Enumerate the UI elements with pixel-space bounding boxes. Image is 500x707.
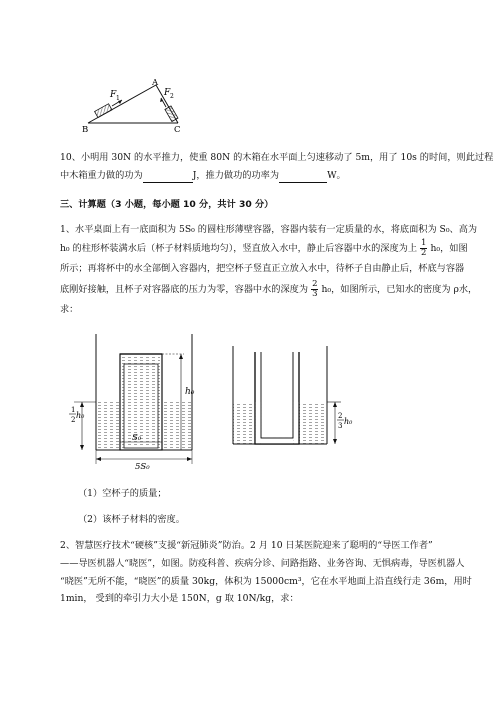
frac-num: 1 bbox=[421, 238, 427, 248]
q1-line4-a: 底刚好接触，且杯子对容器底的压力为零，容器中水的深度为 bbox=[60, 284, 309, 295]
label-A: A bbox=[152, 78, 159, 88]
left-half-den: 2 bbox=[71, 416, 76, 424]
q10-blank-2[interactable] bbox=[279, 169, 327, 183]
left-S0-label: S₀ bbox=[132, 433, 142, 443]
section3-title: 三、计算题（3 小题，每小题 10 分，共计 30 分） bbox=[60, 199, 274, 210]
frac-den: 3 bbox=[312, 289, 318, 299]
fraction-one-half bbox=[420, 239, 427, 258]
q1-line4 bbox=[60, 280, 477, 299]
figure-left-container bbox=[62, 326, 212, 471]
right-h0-label: h₀ bbox=[344, 417, 353, 426]
left-half-h0: h₀ bbox=[76, 411, 85, 420]
q1-sub1: （1）空杯子的质量； bbox=[78, 488, 167, 499]
q10-text-b: J，推力做功的功率为 bbox=[192, 170, 280, 181]
q10-line1: 10、小明用 30N 的水平推力，使重 80N 的木箱在水平面上匀速移动了 5m，用了 10s 的时间，则此过程 bbox=[60, 152, 494, 163]
right-frac-den: 3 bbox=[338, 422, 343, 430]
q2-line3: “晓医”无所不能，“晓医”的质量 30kg，体积为 15000cm³，它在水平地面上沿直线行走 36m，用时 bbox=[60, 576, 472, 587]
q10-blank-1[interactable] bbox=[143, 169, 193, 183]
right-frac-num: 2 bbox=[338, 412, 343, 420]
left-half-num: 1 bbox=[71, 406, 76, 414]
left-block bbox=[95, 104, 112, 118]
q2-line1: 2、智慧医疗技术“硬核”支援“新冠肺炎”防治。2 月 10 日某医院迎来了聪明的“导医工作者” bbox=[60, 540, 433, 551]
label-F2: F bbox=[164, 88, 171, 98]
q1-line5: 求： bbox=[60, 304, 79, 315]
label-F1-sub: 1 bbox=[116, 95, 120, 102]
label-F2-sub: 2 bbox=[170, 93, 174, 100]
q1-line4-b: h₀，如图所示，已知水的密度为 ρ水， bbox=[321, 284, 478, 295]
q10-text-c: W。 bbox=[327, 170, 346, 181]
left-h0-label: h₀ bbox=[185, 387, 195, 397]
q2-line4: 1min， 受到的牵引力大小是 150N，g 取 10N/kg，求： bbox=[60, 593, 299, 604]
frac-den: 2 bbox=[421, 248, 427, 258]
q1-line2 bbox=[60, 239, 468, 258]
q1-line3: 所示；再将杯中的水全部倒入容器内，把空杯子竖直正立放入水中，待杯子自由静止后，杯底与容器 bbox=[60, 263, 465, 274]
figure-right-container bbox=[225, 346, 355, 451]
q1-line2-a: h₀ 的柱形杯装满水后（杯子材料质地均匀），竖直放入水中，静止后容器中水的深度为上 bbox=[60, 243, 418, 254]
q1-line1: 1、水平桌面上有一底面积为 5S₀ 的圆柱形薄壁容器，容器内装有一定质量的水，将底面积为 S₀、高为 bbox=[60, 224, 478, 235]
label-F1: F bbox=[110, 90, 117, 100]
q10-line2 bbox=[60, 169, 346, 183]
right-block bbox=[165, 106, 178, 122]
q10-text-a: 中木箱重力做的功为 bbox=[60, 170, 143, 181]
q1-sub2: （2）该杯子材料的密度。 bbox=[78, 514, 185, 525]
q2-line2: ——导医机器人“晓医”，如图。防疫科普、疾病分诊、问路指路、业务咨询、无惧病毒，导医机器人 bbox=[60, 558, 465, 569]
label-B: B bbox=[82, 125, 89, 135]
left-5S0-label: 5S₀ bbox=[135, 462, 150, 471]
frac-num: 2 bbox=[312, 279, 318, 289]
incline-diagram bbox=[70, 76, 200, 138]
label-C: C bbox=[174, 125, 181, 135]
fraction-two-thirds bbox=[311, 280, 318, 299]
q1-line2-b: h₀，如图 bbox=[430, 243, 468, 254]
